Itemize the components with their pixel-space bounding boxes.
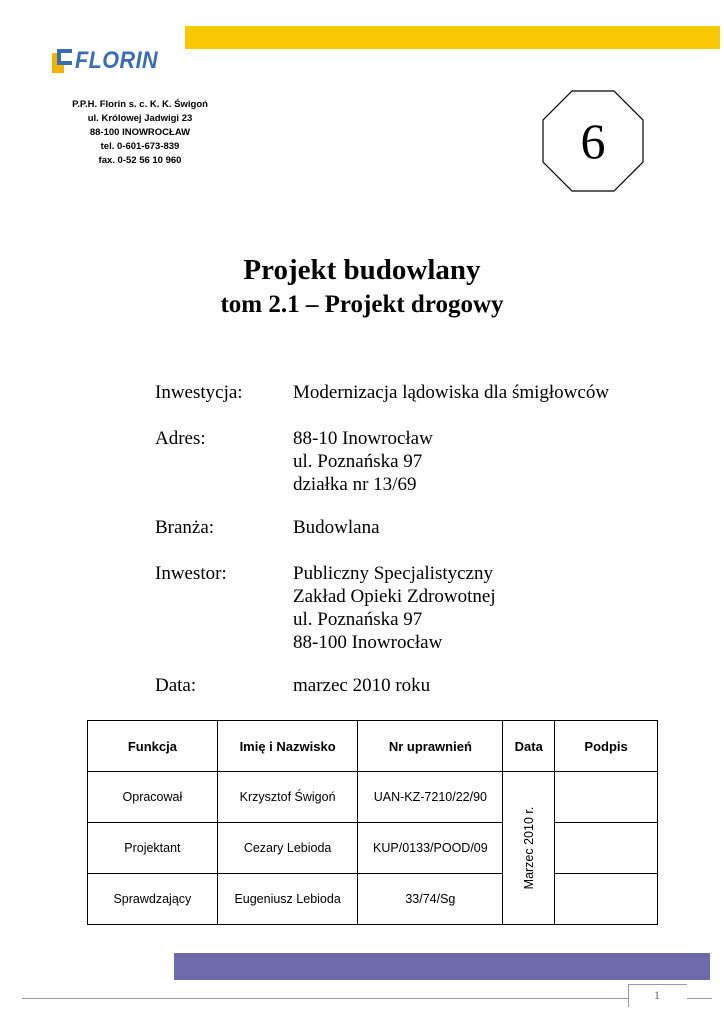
info-value-line: marzec 2010 roku: [293, 675, 431, 696]
signature-table: [87, 720, 658, 925]
company-line: tel. 0-601-673-839: [100, 141, 180, 152]
top-accent-bar: [185, 26, 720, 49]
table-row: [88, 823, 658, 874]
table-header: Podpis: [555, 721, 658, 772]
info-value: [293, 516, 673, 539]
table-row: [88, 772, 658, 823]
company-line: fax. 0-52 56 10 960: [98, 155, 182, 166]
info-value-line: 88-100 Inowrocław: [293, 632, 443, 653]
company-line: ul. Królowej Jadwigi 23: [87, 113, 193, 124]
info-value: [293, 427, 673, 496]
table-header: Data: [503, 721, 555, 772]
footer-divider: [22, 998, 712, 999]
info-value: [293, 381, 673, 404]
info-value-line: działka nr 13/69: [293, 474, 417, 495]
info-label: Adres:: [155, 428, 206, 449]
info-value-line: Modernizacja lądowiska dla śmigłowców: [293, 382, 610, 403]
info-label: Inwestycja:: [155, 382, 243, 403]
info-label: Inwestor:: [155, 563, 227, 584]
table-header: Funkcja: [88, 721, 218, 772]
table-row: [88, 874, 658, 925]
company-line: P.P.H. Florin s. c. K. K. Świgoń: [72, 99, 208, 110]
info-value-line: 88-10 Inowrocław: [293, 428, 433, 449]
table-header-row: [88, 721, 658, 772]
table-cell: Sprawdzający: [88, 874, 218, 925]
info-value: [293, 562, 673, 654]
info-value-line: Budowlana: [293, 517, 380, 538]
table-cell: 33/74/Sg: [358, 874, 503, 925]
info-label: Data:: [155, 675, 197, 696]
info-label: Branża:: [155, 517, 215, 538]
table-cell: Projektant: [88, 823, 218, 874]
bottom-accent-bar: [174, 953, 710, 980]
company-line: 88-100 INOWROCŁAW: [89, 127, 191, 138]
page-subtitle: tom 2.1 – Projekt drogowy: [220, 291, 504, 318]
info-value: [293, 674, 673, 697]
signature-cell: [555, 874, 658, 925]
date-value: Marzec 2010 r.: [521, 806, 536, 890]
table-cell: Eugeniusz Lebioda: [217, 874, 358, 925]
info-value-line: Publiczny Specjalistyczny: [293, 563, 493, 584]
page-number: 1: [654, 988, 660, 1002]
signature-cell: [555, 823, 658, 874]
table-header: Nr uprawnień: [358, 721, 503, 772]
info-value-line: ul. Poznańska 97: [293, 609, 423, 630]
table-cell: Opracował: [88, 772, 218, 823]
info-value-line: Zakład Opieki Zdrowotnej: [293, 586, 496, 607]
company-address: [40, 98, 240, 168]
page-title: Projekt budowlany: [243, 254, 481, 286]
logo-text: FLORIN: [75, 47, 159, 74]
florin-logo-icon: [52, 49, 72, 73]
table-cell: UAN-KZ-7210/22/90: [358, 772, 503, 823]
info-value-line: ul. Poznańska 97: [293, 451, 423, 472]
tom-number: 6: [580, 113, 606, 169]
table-cell: Cezary Lebioda: [217, 823, 358, 874]
table-cell: KUP/0133/POOD/09: [358, 823, 503, 874]
table-cell: Krzysztof Świgoń: [217, 772, 358, 823]
signature-cell: [555, 772, 658, 823]
company-logo: [52, 48, 167, 74]
table-header: Imię i Nazwisko: [217, 721, 358, 772]
date-cell: [503, 772, 555, 925]
